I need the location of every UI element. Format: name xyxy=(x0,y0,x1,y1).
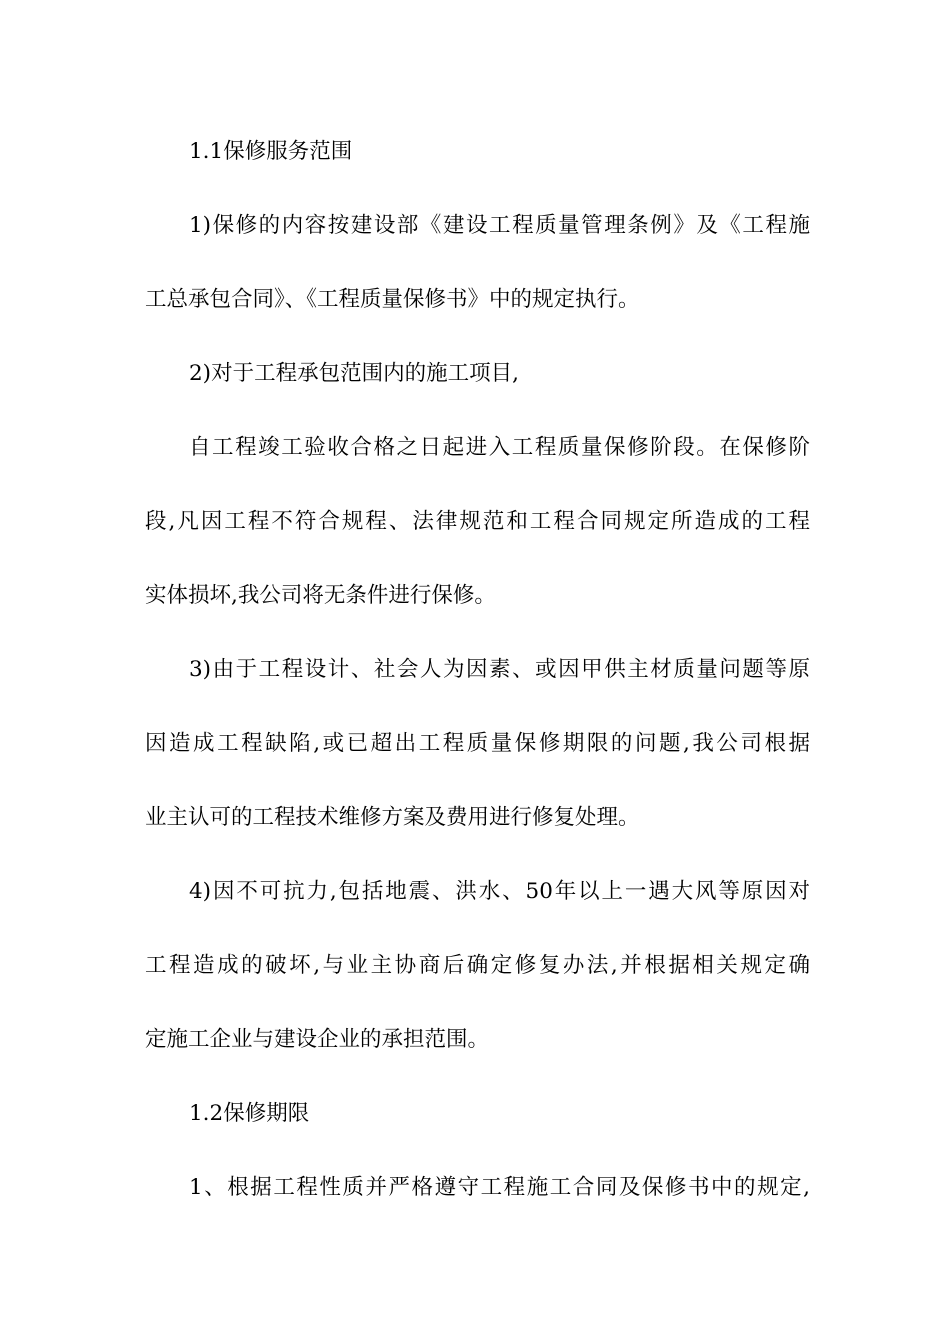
section-heading-1-1: 1.1保修服务范围 xyxy=(189,139,353,164)
paragraph-line: 3)由于工程设计、社会人为因素、或因甲供主材质量问题等原 xyxy=(189,657,810,682)
paragraph-line: 自工程竣工验收合格之日起进入工程质量保修阶段。在保修阶 xyxy=(189,435,810,460)
paragraph-line: 因造成工程缺陷,或已超出工程质量保修期限的问题,我公司根据 xyxy=(145,731,810,756)
paragraph-line: 工程造成的破坏,与业主协商后确定修复办法,并根据相关规定确 xyxy=(145,953,810,978)
paragraph-line: 实体损坏,我公司将无条件进行保修。 xyxy=(145,583,496,608)
paragraph-line: 2)对于工程承包范围内的施工项目, xyxy=(189,361,519,386)
paragraph-line: 定施工企业与建设企业的承担范围。 xyxy=(145,1027,490,1052)
paragraph-line: 业主认可的工程技术维修方案及费用进行修复处理。 xyxy=(145,805,640,830)
paragraph-line: 工总承包合同》、《工程质量保修书》中的规定执行。 xyxy=(145,287,640,312)
paragraph-line: 段,凡因工程不符合规程、法律规范和工程合同规定所造成的工程 xyxy=(145,509,810,534)
paragraph-line: 4)因不可抗力,包括地震、洪水、50年以上一遇大风等原因对 xyxy=(189,879,810,904)
paragraph-line: 1)保修的内容按建设部《建设工程质量管理条例》及《工程施 xyxy=(189,213,810,238)
section-heading-1-2: 1.2保修期限 xyxy=(189,1101,310,1126)
paragraph-line: 1、根据工程性质并严格遵守工程施工合同及保修书中的规定, xyxy=(189,1175,810,1200)
